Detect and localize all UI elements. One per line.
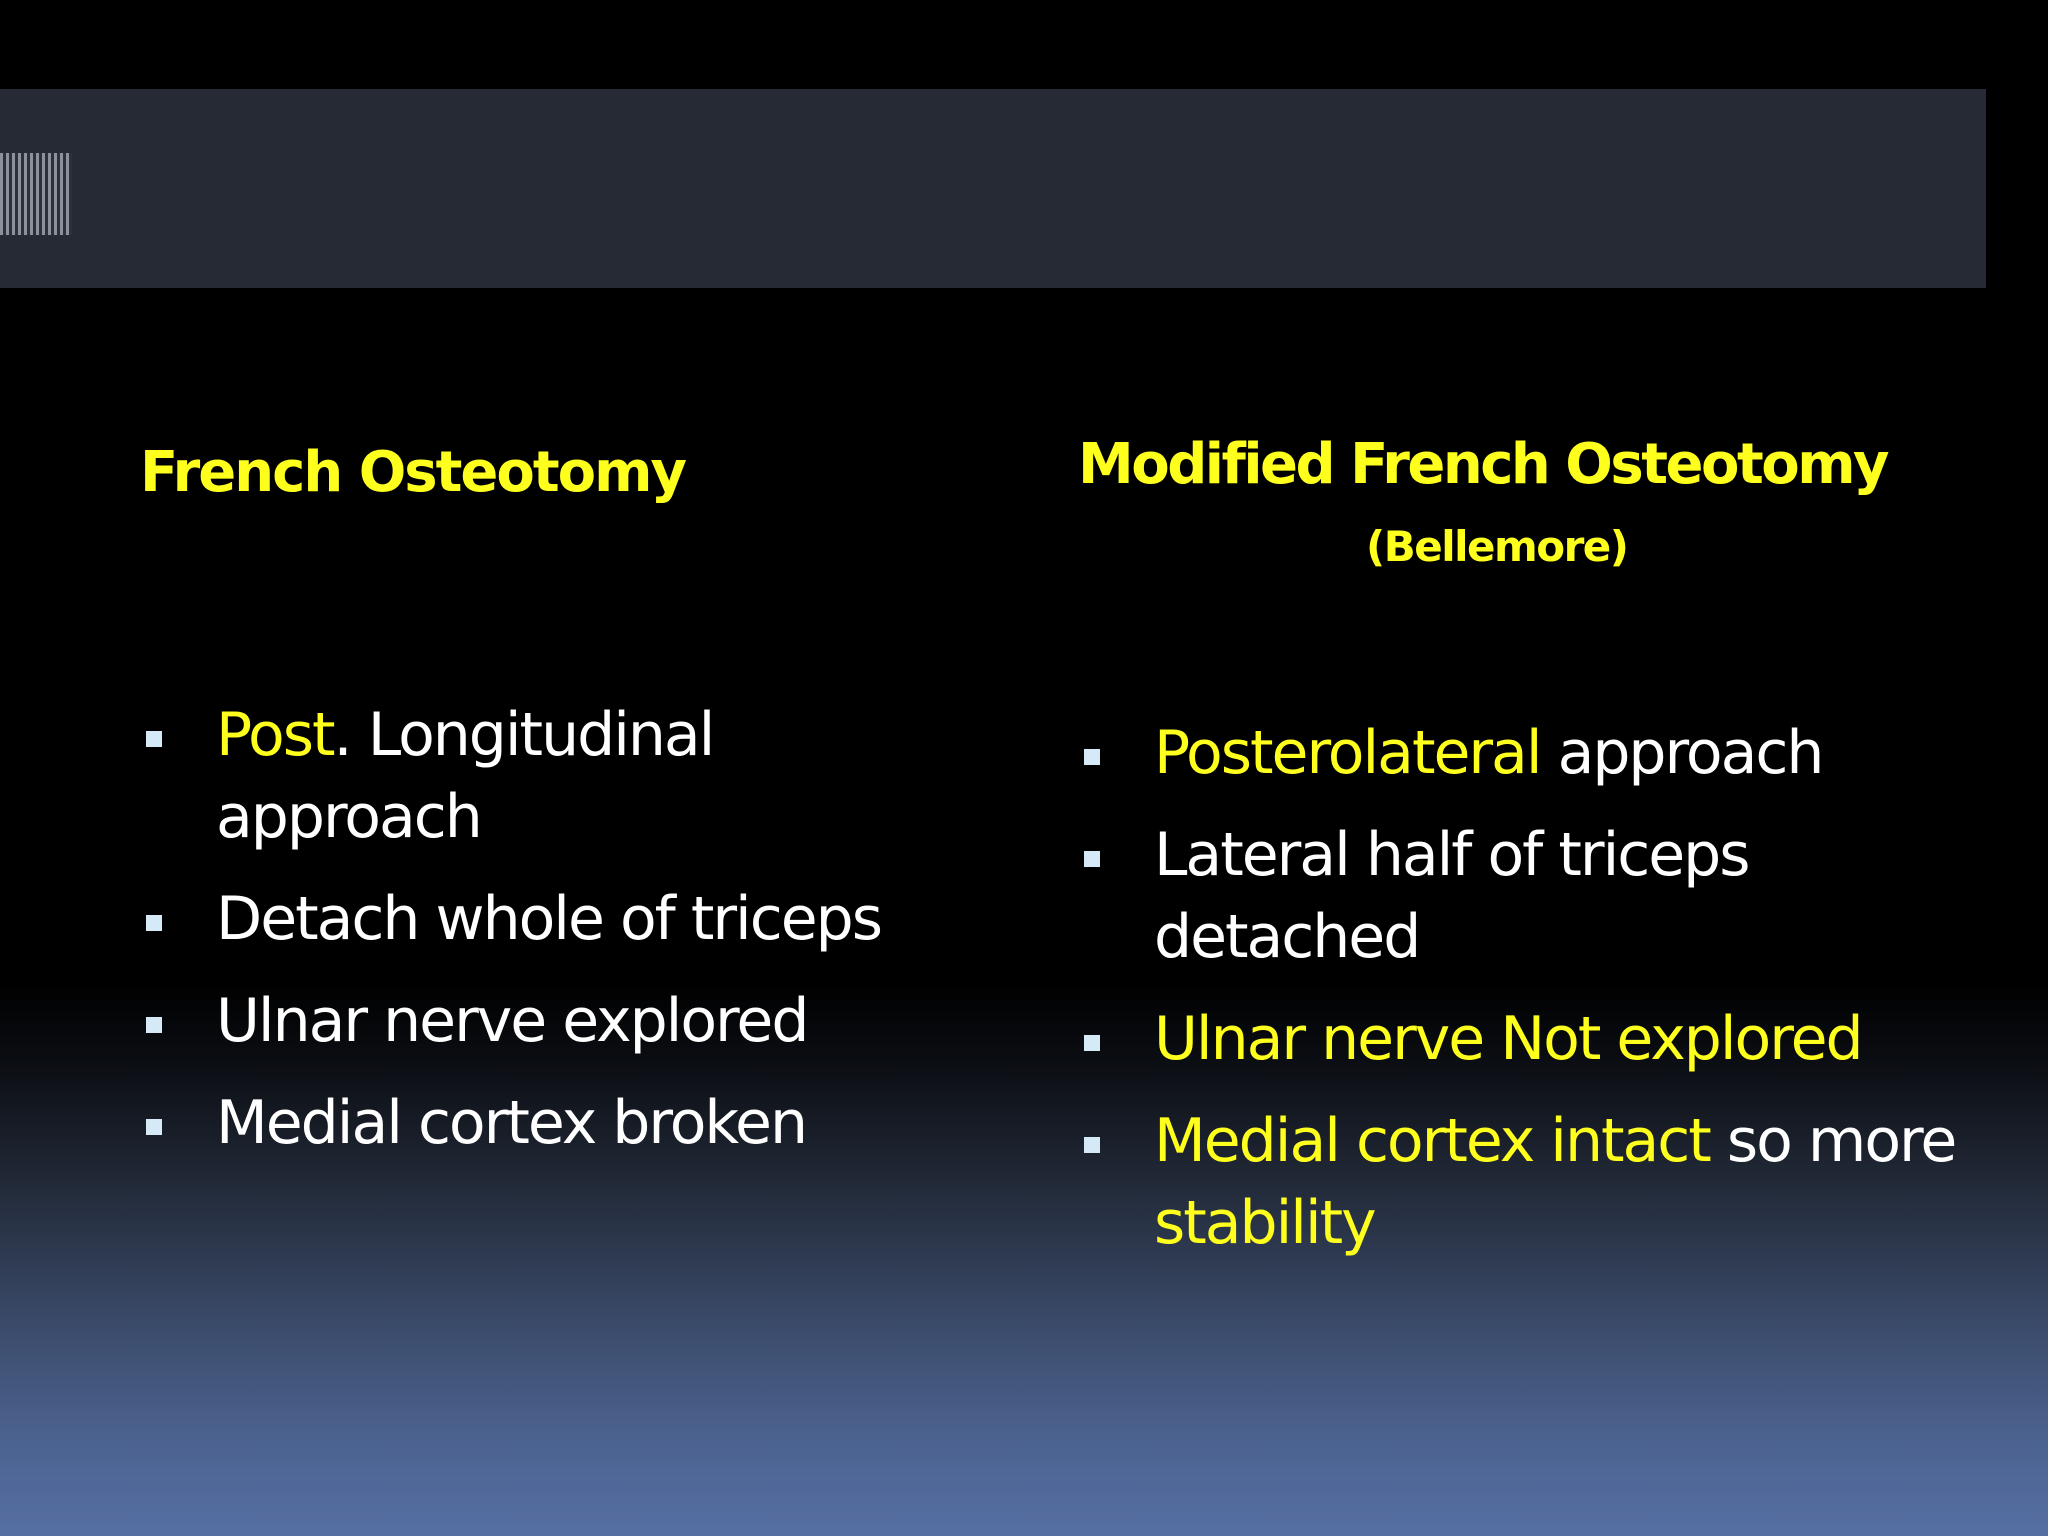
list-item: [140, 980, 940, 1062]
bullet-text: Ulnar nerve explored: [216, 986, 808, 1056]
bullet-text: Lateral half of triceps detached: [1154, 820, 1749, 972]
right-column-subheading: (Bellemore): [1366, 522, 1628, 571]
highlight-text: Ulnar nerve Not explored: [1154, 1004, 1862, 1074]
list-item: [1078, 712, 1978, 794]
bullet-text: Medial cortex broken: [216, 1088, 806, 1158]
slide-title-bar: [0, 89, 1986, 288]
bullet-text: Detach whole of triceps: [216, 884, 881, 954]
highlight-text: stability: [1154, 1188, 1375, 1258]
barcode-decoration: [0, 153, 72, 235]
list-item: [140, 694, 940, 858]
square-bullet-icon: [1084, 1137, 1100, 1153]
list-item: [1078, 1100, 1978, 1264]
bullet-text: so more: [1709, 1106, 1956, 1176]
square-bullet-icon: [1084, 749, 1100, 765]
left-bullet-list: [140, 694, 940, 1184]
square-bullet-icon: [1084, 1035, 1100, 1051]
square-bullet-icon: [146, 915, 162, 931]
highlight-text: Medial cortex intact: [1154, 1106, 1710, 1176]
highlight-text: Post: [216, 700, 334, 770]
list-item: [1078, 998, 1978, 1080]
left-column-heading: French Osteotomy: [140, 440, 685, 505]
right-bullet-list: [1078, 712, 1978, 1284]
bullet-text: approach: [1540, 718, 1823, 788]
square-bullet-icon: [1084, 851, 1100, 867]
right-column-heading: Modified French Osteotomy: [1078, 432, 1888, 497]
square-bullet-icon: [146, 731, 162, 747]
bullet-text: . Longitudinal approach: [216, 700, 714, 852]
list-item: [140, 878, 940, 960]
list-item: [140, 1082, 940, 1164]
square-bullet-icon: [146, 1017, 162, 1033]
highlight-text: Posterolateral: [1154, 718, 1541, 788]
list-item: [1078, 814, 1978, 978]
square-bullet-icon: [146, 1119, 162, 1135]
